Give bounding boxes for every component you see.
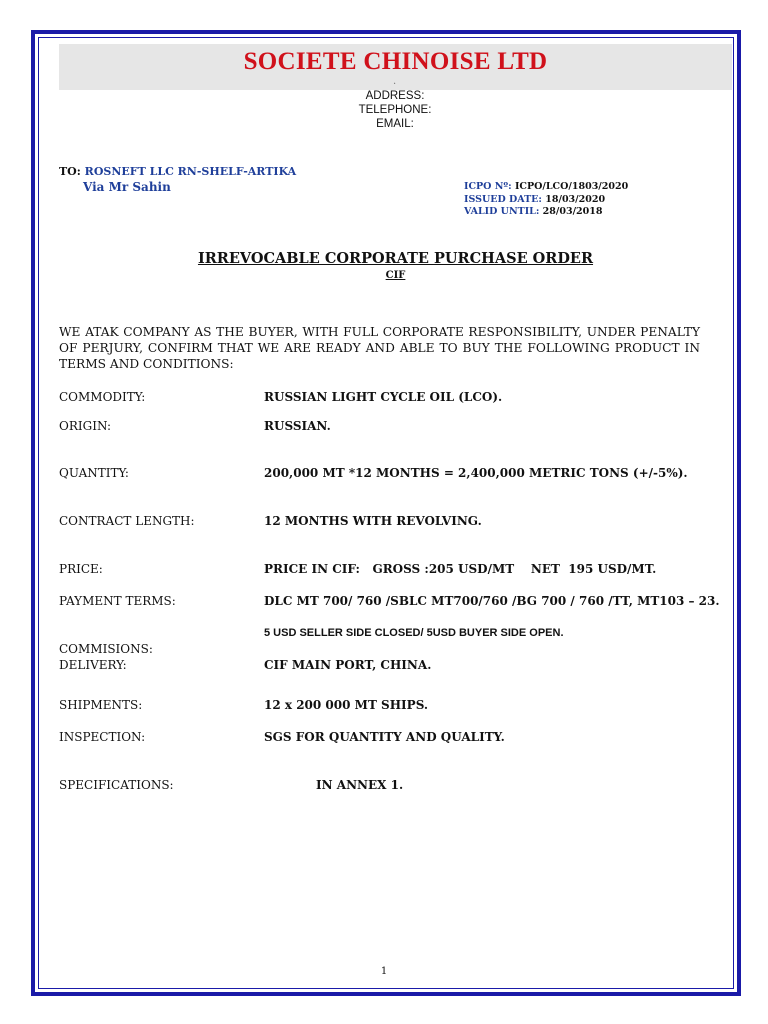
term-value-price: PRICE IN CIF: GROSS :205 USD/MT NET 195 USD/MT.	[264, 562, 657, 576]
recipient-line	[59, 165, 296, 178]
valid-label: VALID UNTIL:	[464, 206, 540, 217]
term-label-price: PRICE:	[59, 562, 103, 576]
term-label-specifications: SPECIFICATIONS:	[59, 778, 174, 792]
recipient-name: ROSNEFT LLC RN-SHELF-ARTIKA	[84, 165, 297, 178]
term-value-payment-terms: DLC MT 700/ 760 /SBLC MT700/760 /BG 700 / 760 /TT, MT103 – 23.	[264, 594, 720, 608]
term-label-delivery: DELIVERY:	[59, 658, 127, 672]
term-label-inspection: INSPECTION:	[59, 730, 146, 744]
term-value-inspection: SGS FOR QUANTITY AND QUALITY.	[264, 730, 505, 744]
issued-date	[464, 194, 605, 205]
document-subtitle: CIF	[385, 270, 406, 281]
term-value-shipments: 12 x 200 000 MT SHIPS.	[264, 698, 429, 712]
icpo-value: ICPO/LCO/1803/2020	[514, 181, 629, 192]
term-label-payment-terms: PAYMENT TERMS:	[59, 594, 176, 608]
intro-paragraph: WE ATAK COMPANY AS THE BUYER, WITH FULL CORPORATE RESPONSIBILITY, UNDER PENALTY OF PERJURY, CONFIRM THAT WE ARE READY AND ABLE TO BUY THE FOLLOWING PRODUCT IN TERMS AND CONDITIONS:	[59, 325, 700, 371]
address-label: ADDRESS:	[365, 90, 425, 102]
term-value-origin: RUSSIAN.	[264, 419, 331, 433]
term-value-delivery: CIF MAIN PORT, CHINA.	[264, 658, 432, 672]
icpo-label: ICPO Nº:	[464, 181, 512, 192]
issued-value: 18/03/2020	[545, 194, 606, 205]
term-label-quantity: QUANTITY:	[59, 466, 129, 480]
term-value-commisions: 5 USD SELLER SIDE CLOSED/ 5USD BUYER SIDE OPEN.	[264, 627, 564, 639]
term-label-commodity: COMMODITY:	[59, 390, 146, 404]
header-dot: .	[393, 76, 397, 87]
term-label-contract-length: CONTRACT LENGTH:	[59, 514, 195, 528]
telephone-label: TELEPHONE:	[358, 104, 432, 116]
term-value-specifications: IN ANNEX 1.	[316, 778, 404, 792]
recipient-via: Via Mr Sahin	[83, 180, 171, 194]
page-number: 1	[380, 966, 388, 977]
term-label-shipments: SHIPMENTS:	[59, 698, 143, 712]
term-label-origin: ORIGIN:	[59, 419, 112, 433]
valid-until	[464, 206, 602, 217]
term-value-quantity: 200,000 MT *12 MONTHS = 2,400,000 METRIC TONS (+/-5%).	[264, 466, 688, 480]
document-title: IRREVOCABLE CORPORATE PURCHASE ORDER	[197, 250, 594, 267]
term-label-commisions: COMMISIONS:	[59, 642, 153, 656]
term-value-commodity: RUSSIAN LIGHT CYCLE OIL (LCO).	[264, 390, 503, 404]
to-label: TO:	[59, 165, 81, 178]
company-name: SOCIETE CHINOISE LTD	[243, 48, 548, 75]
term-value-contract-length: 12 MONTHS WITH REVOLVING.	[264, 514, 482, 528]
icpo-number	[464, 181, 628, 192]
valid-value: 28/03/2018	[542, 206, 603, 217]
issued-label: ISSUED DATE:	[464, 194, 542, 205]
email-label: EMAIL:	[376, 118, 414, 130]
